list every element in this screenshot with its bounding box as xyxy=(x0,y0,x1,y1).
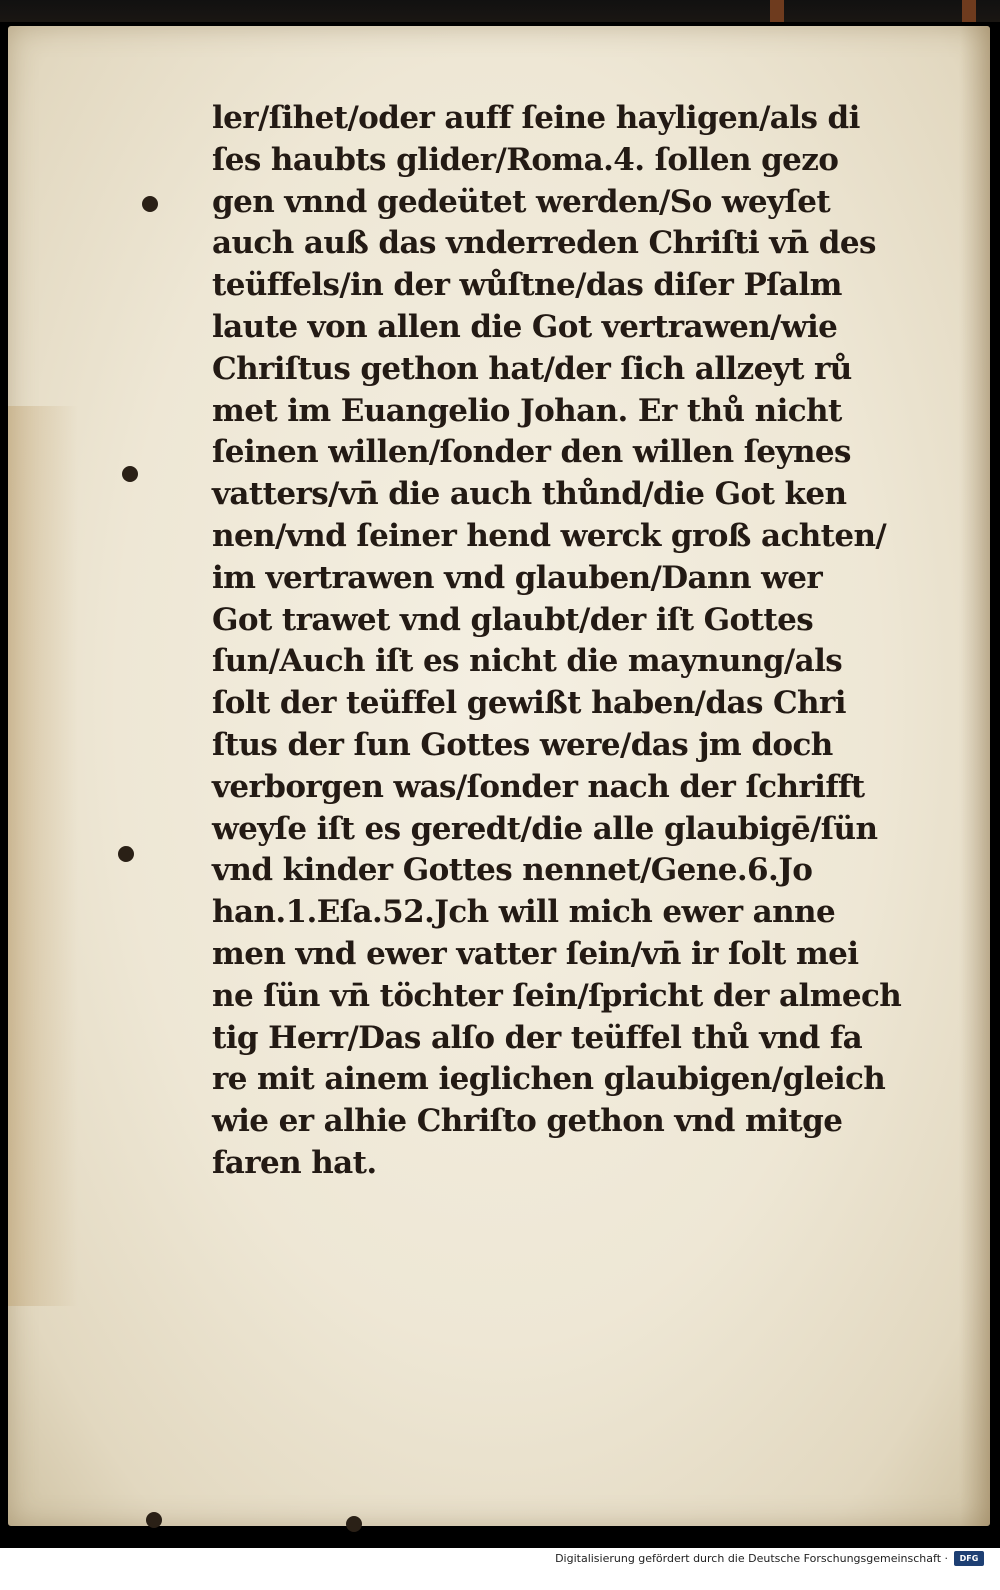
scan-top-edge xyxy=(0,0,1000,22)
text-line: verborgen was/ſonder nach der ſchrifft xyxy=(212,768,865,805)
page-shade xyxy=(960,26,990,1526)
text-line: weyſe iſt es geredt/die alle glaubigē/ſün xyxy=(212,810,878,847)
text-line: Got trawet vnd glaubt/der iſt Gottes xyxy=(212,601,814,638)
binding-hole xyxy=(122,466,138,482)
text-line: ſtus der ſun Gottes were/das jm doch xyxy=(212,726,833,763)
text-line: ſes haubts glider/Roma.4. ſollen gezo xyxy=(212,141,839,178)
text-line: ſolt der teüffel gewißt haben/das Chri xyxy=(212,685,846,722)
text-line: im vertrawen vnd glauben/Dann wer xyxy=(212,559,823,596)
text-line: ſun/Auch iſt es nicht die maynung/als xyxy=(212,643,843,680)
binding-hole xyxy=(142,196,158,212)
binding-hole xyxy=(346,1516,362,1532)
digitization-credit: Digitalisierung gefördert durch die Deutsche Forschungsgemeinschaft · xyxy=(555,1552,948,1565)
text-line: met im Euangelio Johan. Er thů nicht xyxy=(212,392,842,429)
text-line: teüffels/in der wůſtne/das diſer Pſalm xyxy=(212,267,842,304)
text-line: ler/ſihet/oder auff ſeine hayligen/als di xyxy=(212,100,860,136)
text-line: laute von allen die Got vertrawen/wie xyxy=(212,308,838,345)
text-line: auch auß das vnderreden Chriſti vn̄ des xyxy=(212,225,876,262)
book-edge-left xyxy=(770,0,784,22)
book-edge-right xyxy=(962,0,976,22)
text-line: re mit ainem ieglichen glaubigen/gleich xyxy=(212,1061,886,1098)
text-line: tig Herr/Das alſo der teüffel thů vnd fa xyxy=(212,1019,863,1056)
text-line: gen vnnd gedeütet werden/So weyſet xyxy=(212,183,831,220)
text-line: vnd kinder Gottes nennet/Gene.6.Jo xyxy=(212,852,813,889)
text-line: wie er alhie Chriſto gethon vnd mitge xyxy=(212,1103,843,1140)
binding-hole xyxy=(146,1512,162,1528)
text-line: ne ſün vn̄ töchter ſein/ſpricht der almech xyxy=(212,977,902,1014)
text-line: han.1.Eſa.52.Jch will mich ewer anne xyxy=(212,894,836,931)
text-line: nen/vnd ſeiner hend werck groß achten/ xyxy=(212,517,887,554)
text-line: men vnd ewer vatter ſein/vn̄ ir ſolt mei xyxy=(212,935,859,972)
page-stain xyxy=(8,406,78,1306)
page-text xyxy=(212,98,902,1185)
text-line: faren hat. xyxy=(212,1144,377,1181)
dfg-logo: DFG xyxy=(954,1551,984,1566)
text-line: vatters/vn̄ die auch thůnd/die Got ken xyxy=(212,476,847,513)
text-line: Chriſtus gethon hat/der ſich allzeyt rů xyxy=(212,350,852,387)
binding-hole xyxy=(118,846,134,862)
text-line: ſeinen willen/ſonder den willen ſeynes xyxy=(212,434,851,471)
